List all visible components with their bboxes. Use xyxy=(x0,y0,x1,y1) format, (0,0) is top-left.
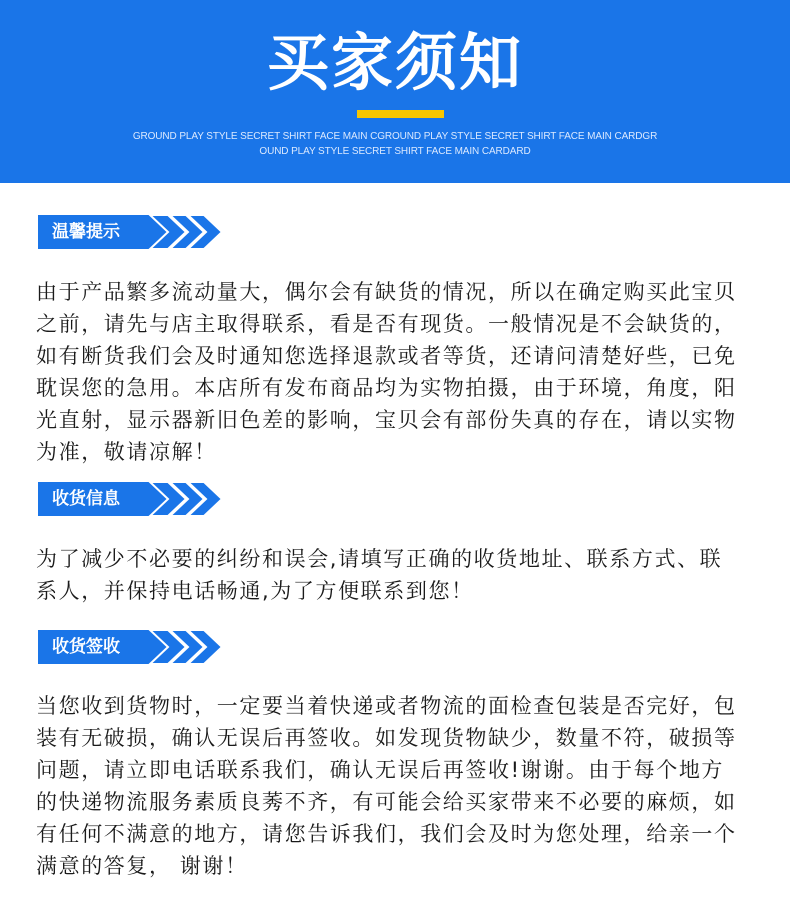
section-heading: 温馨提示 xyxy=(38,215,170,249)
text-line: 耽误您的急用。本店所有发布商品均为实物拍摄，由于环境，角度，阳 xyxy=(36,376,737,400)
section-body-shipping-info xyxy=(36,543,768,607)
text-line: 装有无破损，确认无误后再签收。如发现货物缺少，数量不符，破损等 xyxy=(36,726,737,750)
header-banner xyxy=(0,0,790,183)
title-underline xyxy=(357,110,444,118)
section-heading: 收货信息 xyxy=(38,482,170,516)
section-header-warm-tips xyxy=(38,213,208,253)
text-line: 为准，敬请凉解！ xyxy=(36,440,217,464)
section-body-delivery-signoff xyxy=(36,690,768,882)
text-line: 之前，请先与店主取得联系，看是否有现货。一般情况是不会缺货的， xyxy=(36,312,737,336)
section-header-shipping-info xyxy=(38,480,208,520)
text-line: 当您收到货物时，一定要当着快递或者物流的面检查包装是否完好，包 xyxy=(36,694,737,718)
section-body-warm-tips xyxy=(36,276,768,468)
text-line: 系人，并保持电话畅通,为了方便联系到您！ xyxy=(36,579,474,603)
text-line: 问题，请立即电话联系我们，确认无误后再签收!谢谢。由于每个地方 xyxy=(36,758,725,782)
text-line: 如有断货我们会及时通知您选择退款或者等货，还请问清楚好些，已免 xyxy=(36,344,737,368)
page-title: 买家须知 xyxy=(266,26,523,99)
text-line: 有任何不满意的地方，请您告诉我们，我们会及时为您处理，给亲一个 xyxy=(36,822,737,846)
triple-chevron-icon xyxy=(148,480,240,518)
triple-chevron-icon xyxy=(148,628,240,666)
text-line: 为了减少不必要的纠纷和误会,请填写正确的收货地址、联系方式、联 xyxy=(36,547,723,571)
section-header-delivery-signoff xyxy=(38,628,208,668)
decorative-subtitle-line-2: OUND PLAY STYLE SECRET SHIRT FACE MAIN CARDARD xyxy=(259,146,531,157)
text-line: 满意的答复， 谢谢！ xyxy=(36,854,248,878)
triple-chevron-icon xyxy=(148,213,240,251)
section-heading: 收货签收 xyxy=(38,630,170,664)
text-line: 由于产品繁多流动量大，偶尔会有缺货的情况，所以在确定购买此宝贝 xyxy=(36,280,737,304)
decorative-subtitle-line-1: GROUND PLAY STYLE SECRET SHIRT FACE MAIN CGROUND PLAY STYLE SECRET SHIRT FACE MAIN CARDGR xyxy=(132,131,658,142)
text-line: 光直射，显示器新旧色差的影响，宝贝会有部份失真的存在，请以实物 xyxy=(36,408,737,432)
text-line: 的快递物流服务素质良莠不齐，有可能会给买家带来不必要的麻烦，如 xyxy=(36,790,737,814)
